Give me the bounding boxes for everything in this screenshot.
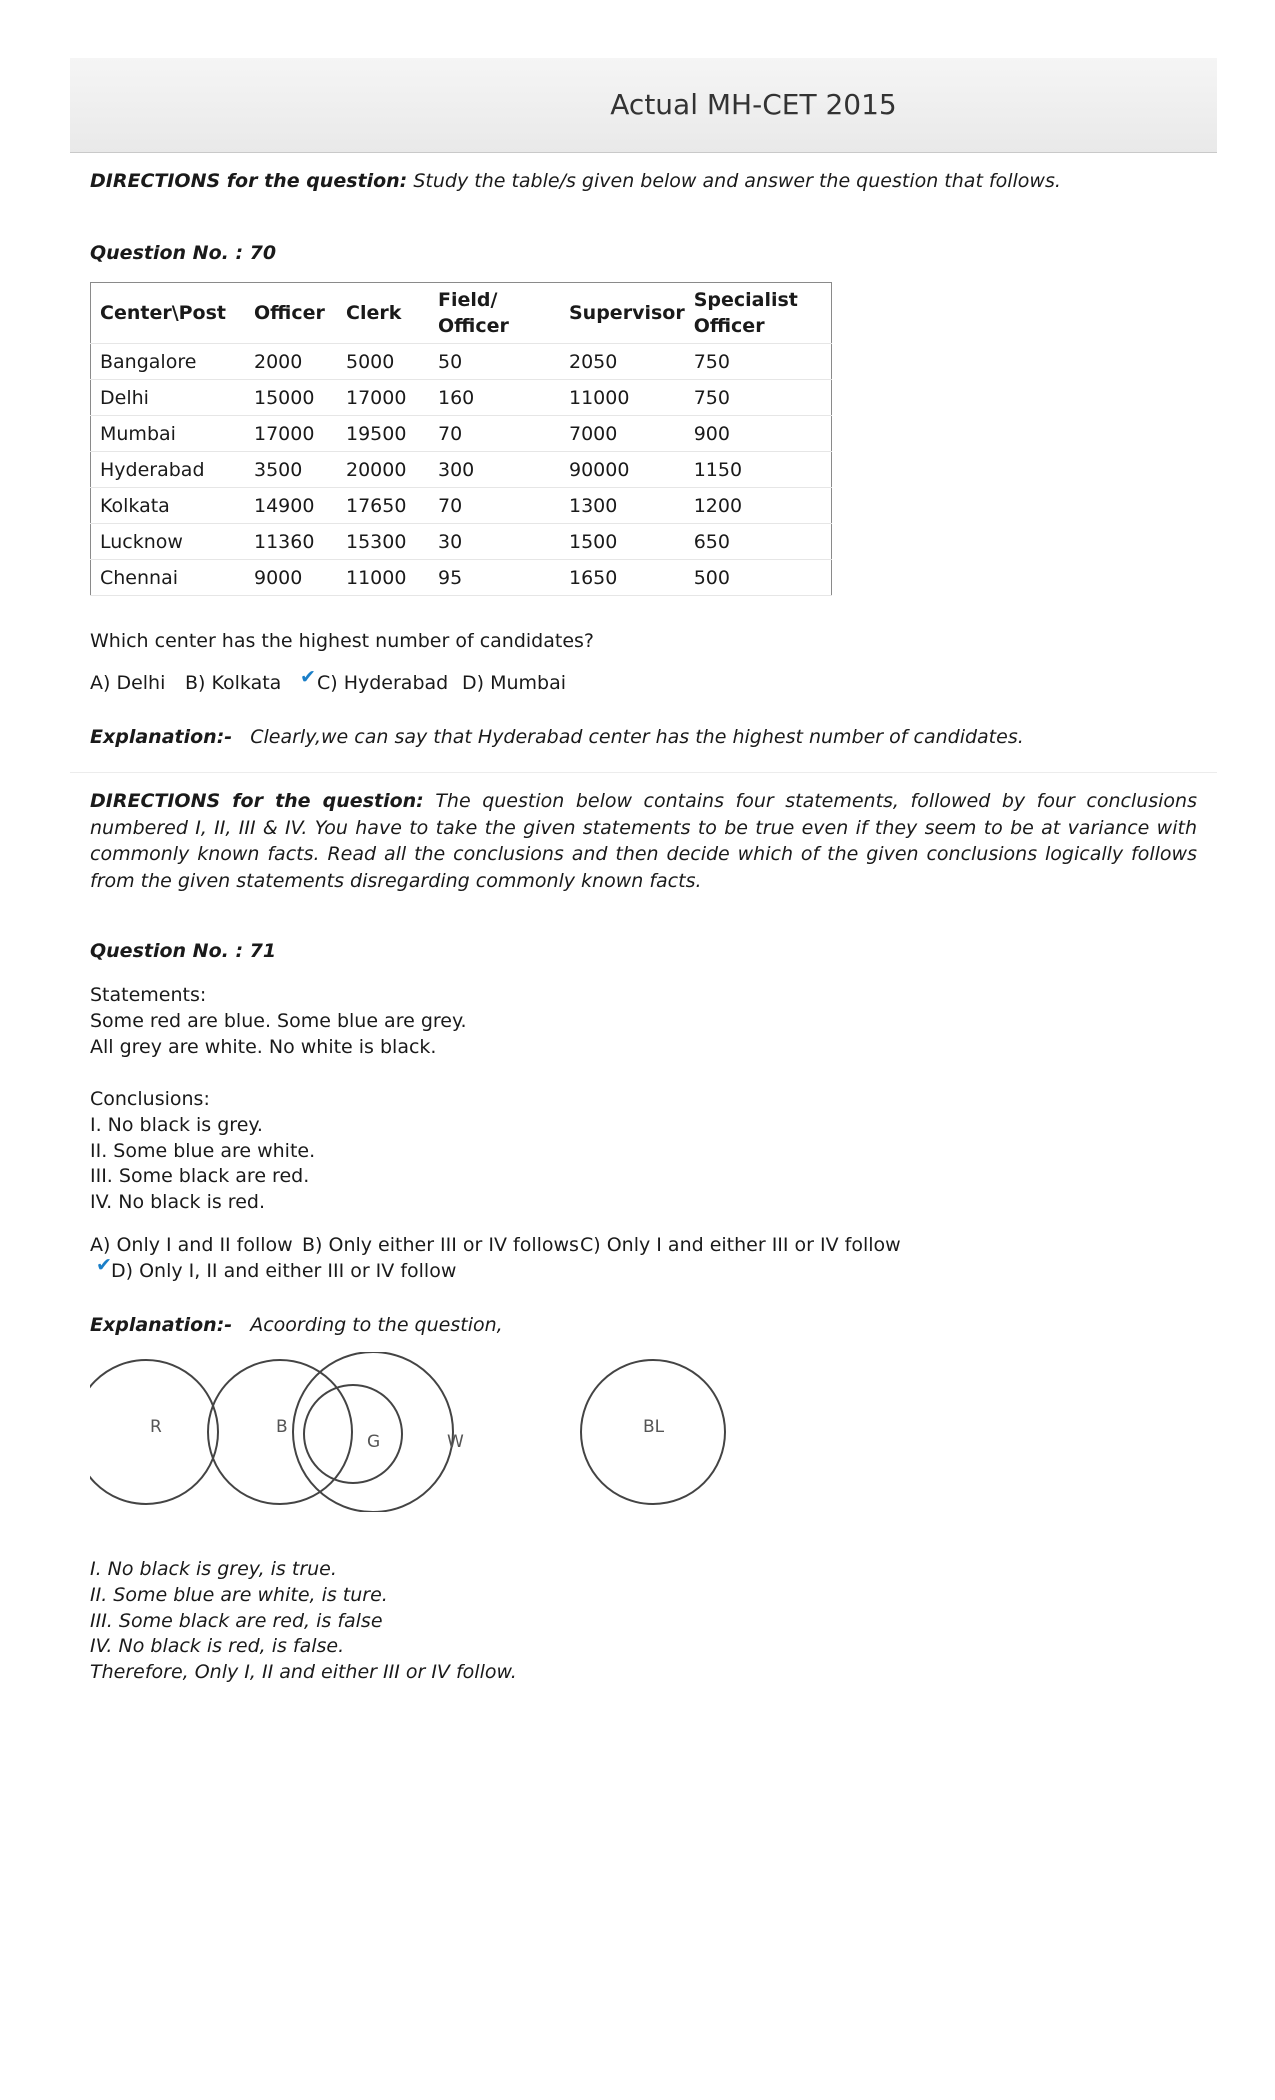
explanation-line: IV. No black is red, is false.	[90, 1635, 345, 1658]
q70-option-a[interactable]: A) Delhi	[90, 672, 166, 694]
table-row	[91, 416, 832, 452]
venn-label-r: R	[150, 1417, 162, 1437]
table-cell: 17650	[337, 488, 429, 524]
q70-explanation-text: Clearly,we can say that Hyderabad center has the highest number of candidates.	[250, 726, 1024, 748]
q71-option-c[interactable]: C) Only I and either III or IV follow	[580, 1234, 901, 1256]
venn-circle-grey	[304, 1385, 402, 1483]
table-cell: Hyderabad	[91, 452, 246, 488]
table-cell: 3500	[245, 452, 337, 488]
venn-label-bl: BL	[643, 1417, 665, 1437]
table-cell: 2000	[245, 344, 337, 380]
table-cell: Mumbai	[91, 416, 246, 452]
q70-directions-text: Study the table/s given below and answer the question that follows.	[413, 170, 1061, 192]
table-cell: Lucknow	[91, 524, 246, 560]
table-cell: Kolkata	[91, 488, 246, 524]
table-cell: 11000	[560, 380, 685, 416]
table-cell: 1300	[560, 488, 685, 524]
q71-statements	[90, 983, 467, 1060]
table-header: Center\Post	[91, 283, 246, 344]
conclusion-line: III. Some black are red.	[90, 1165, 310, 1188]
candidates-table	[90, 282, 832, 596]
table-cell: 95	[429, 560, 560, 596]
table-cell: 50	[429, 344, 560, 380]
explanation-line: II. Some blue are white, is ture.	[90, 1583, 388, 1606]
table-cell: 19500	[337, 416, 429, 452]
table-cell: 20000	[337, 452, 429, 488]
q70-question-text: Which center has the highest number of candidates?	[90, 630, 594, 652]
table-row	[91, 380, 832, 416]
table-header: Officer	[245, 283, 337, 344]
venn-label-w: W	[447, 1432, 464, 1452]
table-cell: 70	[429, 416, 560, 452]
table-row	[91, 452, 832, 488]
statement-line: Some red are blue. Some blue are grey.	[90, 1009, 467, 1032]
statements-label: Statements:	[90, 984, 207, 1006]
table-cell: Chennai	[91, 560, 246, 596]
q71-explanation	[90, 1312, 503, 1338]
table-cell: 300	[429, 452, 560, 488]
table-cell: 7000	[560, 416, 685, 452]
table-cell: 650	[685, 524, 832, 560]
conclusion-line: I. No black is grey.	[90, 1113, 263, 1136]
table-header-row	[91, 283, 832, 344]
venn-diagram	[90, 1352, 740, 1512]
table-header: Supervisor	[560, 283, 685, 344]
table-cell: 15300	[337, 524, 429, 560]
table-header: Field/ Officer	[429, 283, 560, 344]
table-cell: 14900	[245, 488, 337, 524]
table-cell: 5000	[337, 344, 429, 380]
table-header: Specialist Officer	[685, 283, 832, 344]
table-header: Clerk	[337, 283, 429, 344]
table-cell: 11360	[245, 524, 337, 560]
q70-question-number: Question No. : 70	[90, 242, 277, 264]
table-cell: 30	[429, 524, 560, 560]
q70-directions	[90, 168, 1061, 194]
conclusion-line: IV. No black is red.	[90, 1191, 265, 1214]
q70-explanation-label: Explanation:-	[90, 726, 233, 748]
q70-option-c[interactable]: C) Hyderabad	[317, 672, 449, 694]
explanation-line: Therefore, Only I, II and either III or IV follow.	[90, 1661, 517, 1684]
page-header	[70, 58, 1217, 153]
venn-label-b: B	[276, 1417, 288, 1437]
q71-option-d[interactable]: D) Only I, II and either III or IV follow	[111, 1260, 457, 1282]
table-cell: 17000	[245, 416, 337, 452]
table-cell: 2050	[560, 344, 685, 380]
table-cell: 500	[685, 560, 832, 596]
table-cell: 1150	[685, 452, 832, 488]
table-cell: 17000	[337, 380, 429, 416]
table-row	[91, 560, 832, 596]
table-cell: 1200	[685, 488, 832, 524]
table-row	[91, 524, 832, 560]
q71-question-number: Question No. : 71	[90, 940, 277, 962]
venn-label-g: G	[367, 1432, 381, 1452]
q71-directions-label: DIRECTIONS for the question:	[90, 790, 424, 812]
table-cell: 70	[429, 488, 560, 524]
q71-explanation-label: Explanation:-	[90, 1314, 233, 1336]
page-title: Actual MH-CET 2015	[610, 88, 897, 121]
section-divider	[70, 772, 1217, 773]
explanation-line: I. No black is grey, is true.	[90, 1558, 337, 1580]
table-cell: 1500	[560, 524, 685, 560]
q71-explanation-lines	[90, 1557, 517, 1686]
table-cell: Delhi	[91, 380, 246, 416]
q71-explanation-text: Acoording to the question,	[250, 1314, 503, 1336]
conclusions-label: Conclusions:	[90, 1088, 210, 1110]
table-cell: 750	[685, 344, 832, 380]
table-cell: 900	[685, 416, 832, 452]
checkmark-icon: ✔	[96, 1254, 112, 1276]
table-row	[91, 344, 832, 380]
q70-option-d[interactable]: D) Mumbai	[462, 672, 567, 694]
checkmark-icon: ✔	[300, 666, 316, 688]
table-cell: 15000	[245, 380, 337, 416]
q70-option-b[interactable]: B) Kolkata	[185, 672, 282, 694]
q70-explanation	[90, 724, 1024, 750]
q71-option-a[interactable]: A) Only I and II follow	[90, 1234, 293, 1256]
table-cell: 1650	[560, 560, 685, 596]
table-cell: 11000	[337, 560, 429, 596]
table-cell: 90000	[560, 452, 685, 488]
table-row	[91, 488, 832, 524]
table-cell: Bangalore	[91, 344, 246, 380]
conclusion-line: II. Some blue are white.	[90, 1139, 316, 1162]
q71-option-b[interactable]: B) Only either III or IV follows	[302, 1234, 579, 1256]
q71-directions-text: The question below contains four statements, followed by four conclusions numbered I, II, III & IV. You have to take the given statements to be true even if they seem to be at variance with commonly known facts. Read all the conclusions and then decide which of the given conclusions logically follows from the given statements disregarding commonly known facts.	[90, 790, 1197, 892]
q70-directions-label: DIRECTIONS for the question:	[90, 170, 408, 192]
explanation-line: III. Some black are red, is false	[90, 1609, 383, 1632]
q71-directions	[90, 788, 1197, 894]
statement-line: All grey are white. No white is black.	[90, 1035, 437, 1058]
table-cell: 9000	[245, 560, 337, 596]
q71-conclusions	[90, 1087, 315, 1216]
table-cell: 160	[429, 380, 560, 416]
table-cell: 750	[685, 380, 832, 416]
